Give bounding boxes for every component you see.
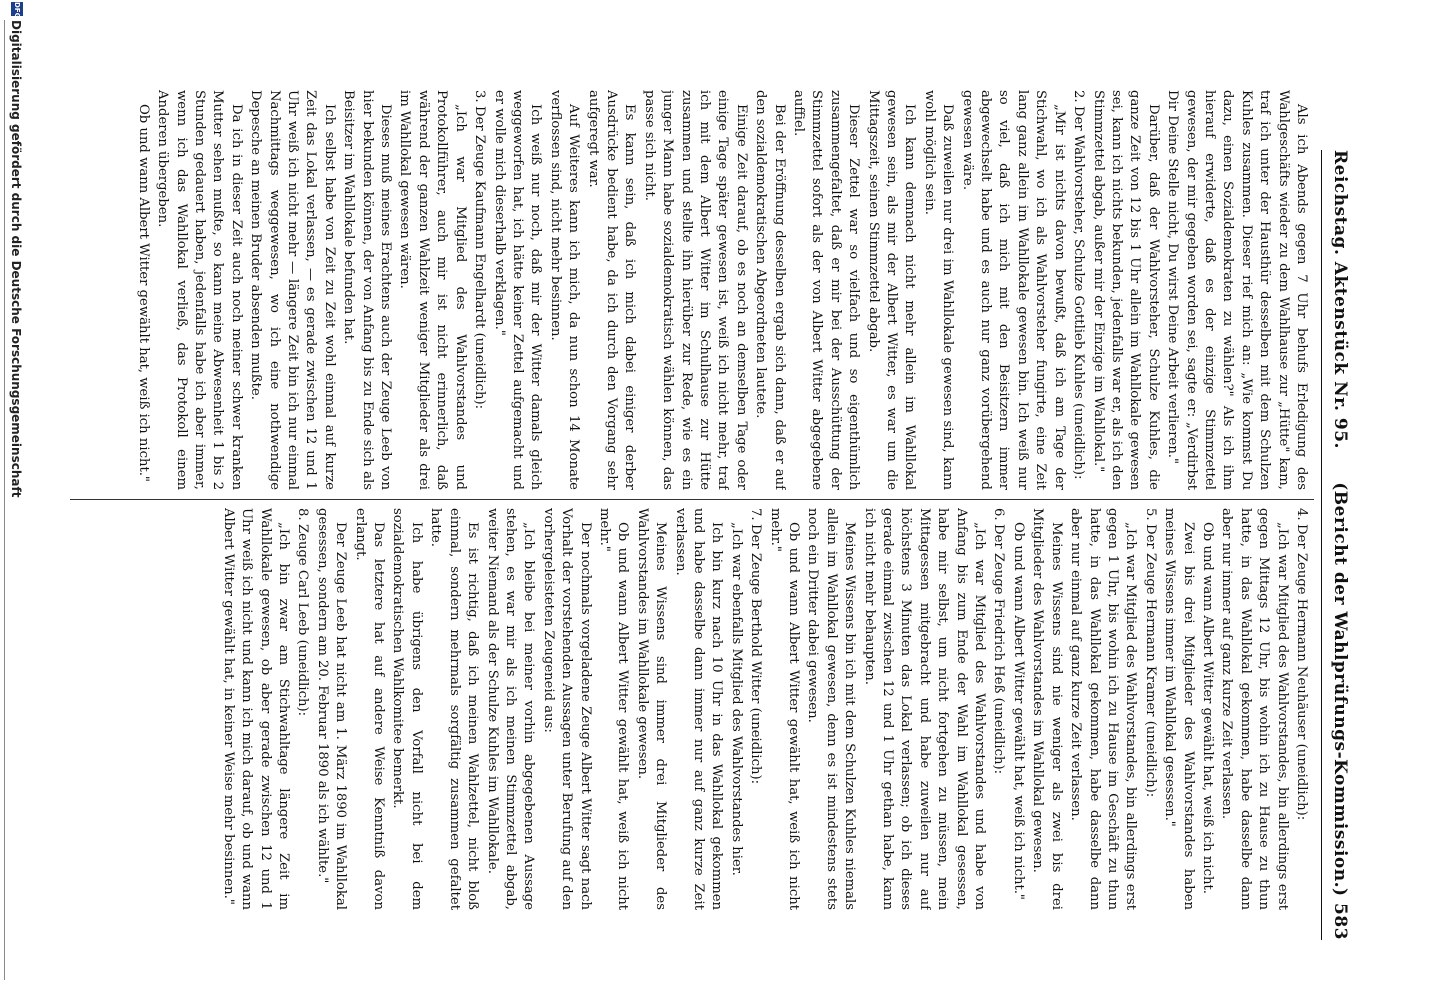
column-divider bbox=[70, 499, 1314, 500]
paragraph: Ob und wann Albert Witter gewählt hat, weiß ich nicht. bbox=[1199, 522, 1215, 894]
item-number: 8. bbox=[295, 508, 311, 521]
testimony-paragraph: „Ich bin zwar am Stichwahltage längere Zeit im Wahllokale gewesen, ob aber gerade zwischen 12 und 1 Uhr weiß ich nicht und kann ich mich darauf, ob und wann Albert Witter gewählt hat, in keiner Weise mehr besinnen." bbox=[220, 508, 292, 910]
item-text: Zeuge Carl Leeb (uneidlich): bbox=[295, 524, 311, 717]
testimony-paragraph: „Ich war ebenfalls Mitglied des Wahlvorstandes hier. bbox=[728, 522, 744, 876]
dfg-logo: DFG bbox=[13, 2, 21, 19]
item-text: Der Zeuge Kaufmann Engelhardt (uneidlich): bbox=[472, 106, 488, 410]
witness-heading bbox=[989, 508, 1007, 910]
paragraph: Es kann sein, daß ich mich dabei einiger derber Ausdrücke bedient habe, da ich durch den Vorgang sehr aufgeregt war. bbox=[585, 90, 638, 490]
paragraph: Meines Wissens sind nie weniger als zwei bis drei Mitglieder des Wahlvorstandes im Wahllokal gewesen. bbox=[1030, 508, 1064, 910]
paragraph: Bei der Eröffnung desselben ergab sich dann, daß er auf den sozialdemokratischen Abgeordneten lautete. bbox=[753, 90, 787, 490]
item-text: Der Wahlvorsteher, Schulze Gottlieb Kuhles (uneidlich): bbox=[1071, 106, 1087, 480]
witness-heading bbox=[470, 90, 488, 490]
paragraph: Daß zuweilen nur drei im Wahllokale gewesen sind, kann wohl möglich sein. bbox=[921, 90, 956, 490]
paragraph: Der Zeuge Leeb hat nicht am 1. März 1890 im Wahllokal gesessen, sondern am 20. Februar 1890 als ich wählte." bbox=[314, 508, 349, 910]
paragraph: Zwei bis drei Mitglieder des Wahlvorstandes haben meines Wissens immer im Wahllokal gesessen." bbox=[1162, 508, 1196, 910]
paragraph: Ob und wann Albert Witter gewählt hat, weiß ich nicht mehr." bbox=[767, 508, 802, 910]
testimony-paragraph: „Ich bleibe bei meiner vorhin abgegebenen Aussage stehen, es war mir als ich meinen Stimmzettel abgab, weiter Niemand als der Schulze Kuhles im Wahllokale. bbox=[484, 508, 537, 910]
witness-heading bbox=[1292, 508, 1310, 910]
paragraph: Ich bin kurz nach 10 Uhr in das Wahllokal gekommen und habe dasselbe dann immer nur auf ganz kurze Zeit verlassen. bbox=[672, 508, 725, 910]
paragraph: Meines Wissens bin ich mit dem Schulzen Kuhles niemals allein im Wahllokal gewesen, denn es ist mindestens stets noch ein Dritter dabei gewesen. bbox=[805, 508, 858, 910]
testimony-paragraph: „Ich war Mitglied des Wahlvorstandes und habe von Anfang bis zum Ende der Wahl im Wahllokal gesessen, habe mir selbst, um nicht fortgehen zu müssen, mein Mittagessen mitgebracht und habe zuweilen nur auf höchstens 3 Minuten das Lokal verlassen; ob ich dieses gerade einmal zwischen 12 und 1 Uhr gethan habe, kann ich nicht mehr behaupten. bbox=[861, 508, 988, 910]
item-text: Der Zeuge Berthold Witter (uneidlich): bbox=[748, 524, 764, 785]
paragraph: Ich weiß nur noch, daß mir der Witter damals gleich weggeworfen hat, ich hätte keiner Zettel aufgemacht und er wolle mich dieserhalb verklagen." bbox=[491, 90, 544, 490]
paragraph: Ich habe übrigens den Vorfall nicht bei dem sozialdemokratischen Wahlkomitee bemerkt. bbox=[390, 508, 424, 910]
paragraph: Ich kann demnach nicht mehr allein im Wahllokal gewesen sein, als mir der Albert Witter, es war um die Mittagszeit, seinen Stimmzettel abgab. bbox=[865, 90, 918, 490]
paragraph: Da ich in dieser Zeit auch noch meiner schwer kranken Mutter sehen mußte, so kann meine Abwesenheit 1 bis 2 Stunden gedauert haben, jedenfalls habe ich aber immer, wenn ich das Wahllokal verließ, das Protokoll einem Anderen übergeben. bbox=[155, 90, 244, 490]
text-column-right bbox=[70, 508, 1310, 910]
testimony-paragraph: „Ich war Mitglied des Wahlvorstandes, bin allerdings erst gegen 1 Uhr, bis wohin ich zu Hause im Geschäft zu thun hatte, in das Wahllokal gekommen, habe dasselbe dann aber nur einmal auf ganz kurze Zeit verlassen. bbox=[1068, 508, 1139, 910]
paragraph: Es ist richtig, daß ich meinen Wahlzettel, nicht bloß einmal, sondern mehrmals sorgfältig zusammen gefaltet hatte. bbox=[428, 508, 481, 910]
page-footer bbox=[3, 0, 27, 1000]
paragraph: Ob und wann Albert Witter gewählt hat, weiß ich nicht." bbox=[135, 104, 151, 483]
item-number: 5. bbox=[1142, 508, 1158, 521]
item-text: Der Zeuge Friedrich Heß (uneidlich): bbox=[991, 524, 1007, 775]
text-column-left bbox=[70, 90, 1310, 490]
paragraph: Ich selbst habe von Zeit zu Zeit wohl einmal auf kurze Zeit das Lokal verlassen, — es gerade zwischen 12 und 1 Uhr weiß ich nicht mehr — längere Zeit bin ich nur einmal Nachmittags weggewesen, wo ich eine nothwendige Depesche an meinen Bruder absenden mußte. bbox=[248, 90, 337, 490]
paragraph: Als ich Abends gegen 7 Uhr behufs Erledigung des Wahlgeschäfts wieder zu dem Wahlhause zur „Hütte" kam, traf ich unter der Hausthür desselben mit dem Schulzen Kuhles zusammen. Dieser rief mich an: „Wie kommst Du dazu, einen Sozialdemokraten zu wählen?" Als ich ihm hierauf erwiderte, daß es der einzige Stimmzettel gewesen, der mir gegeben worden sei, sagte er: „Verdirbst Dir Deine Stelle nicht, Du wirst Deine Arbeit verlieren." bbox=[1165, 90, 1309, 490]
testimony-paragraph: „Ich war Mitglied des Wahlvorstandes und Protokollführer, auch mir ist nicht erinnerlich, daß während der ganzen Wahlzeit weniger Mitglieder als drei im Wahllokal gewesen wären. bbox=[397, 90, 468, 490]
paragraph: Meines Wissens sind immer drei Mitglieder des Wahlvorstandes im Wahllokale gewesen. bbox=[634, 508, 669, 910]
witness-heading bbox=[1140, 508, 1158, 910]
funding-note: Digitalisierung gefördert durch die Deutsche Forschungsgemeinschaft bbox=[9, 20, 23, 498]
paragraph: Einige Zeit darauf, ob es noch an demselben Tage oder einige Tage später gewesen ist, weiß ich nicht mehr, traf ich mit dem Albert Witter im Schulhause zur Hütte zusammen und stellte ihn hierüber zur Rede, wie es ein junger Mann habe sozialdemokratisch wählen können, das passe sich nicht. bbox=[641, 90, 749, 490]
item-number: 6. bbox=[991, 508, 1007, 521]
testimony-paragraph: „Mir ist nichts davon bewußt, daß ich am Tage der Stichwahl, wo ich als Wahlvorsteher fungirte, eine Zeit lang ganz allein im Wahllokale gewesen bin. Ich weiß nur so viel, daß ich mich mit den Beisitzern immer abgewechselt habe und es auch nur ganz vorübergehend gewesen wäre. bbox=[959, 90, 1067, 490]
paragraph: Dieser Zettel war so vielfach und so eigenthümlich zusammengefaltet, daß er mir bei der Ausschüttung der Stimmzettel sofort als der von Albert Witter abgegebene auffiel. bbox=[791, 90, 862, 490]
witness-heading bbox=[1069, 90, 1087, 490]
item-text: Der Zeuge Hermann Neuhäuser (uneidlich): bbox=[1294, 524, 1309, 821]
item-number: 7. bbox=[748, 508, 764, 521]
paragraph: Ob und wann Albert Witter gewählt hat, weiß ich nicht mehr." bbox=[596, 508, 631, 910]
witness-heading bbox=[746, 508, 764, 910]
paragraph: Der nochmals vorgeladene Zeuge Albert Witter sagt nach Vorhalt der vorstehenden Aussagen unter Berufung auf den vorhergeleisteten Zeugeneid aus: bbox=[540, 508, 593, 910]
item-number: 3. bbox=[472, 90, 488, 103]
item-text: Der Zeuge Hermann Kramer (uneidlich): bbox=[1142, 524, 1158, 798]
witness-heading bbox=[293, 508, 311, 910]
page-header bbox=[1321, 150, 1352, 940]
paragraph: Ob und wann Albert Witter gewählt hat, weiß ich nicht." bbox=[1010, 522, 1026, 901]
item-number: 4. bbox=[1294, 508, 1309, 521]
header-section: (Bericht der Wahlprüfungs-Kommission.) 583 bbox=[1330, 482, 1350, 940]
paragraph: Darüber, daß der Wahlvorsteher, Schulze Kuhles, die ganze Zeit von 12 bis 1 Uhr allein im Wahllokale gewesen sei, kann ich nichts bekunden, jedenfalls war er, als ich den Stimmzettel abgab, außer mir der Einzige im Wahllokal." bbox=[1090, 90, 1161, 490]
paragraph: Auf Weiteres kann ich mich, da nun schon 14 Monate verflossen sind, nicht mehr besinnen. bbox=[547, 90, 582, 490]
paragraph: Das letztere hat auf andere Weise Kenntniß davon erlangt. bbox=[352, 508, 387, 910]
paragraph: Dieses muß meines Erachtens auch der Zeuge Leeb von hier bekunden können, der von Anfang bis zu Ende sich als Beisitzer im Wahllokale befunden hat. bbox=[341, 90, 394, 490]
item-number: 2. bbox=[1071, 90, 1087, 103]
footer-rule bbox=[4, 20, 5, 980]
header-title: Reichstag. Aktenstück Nr. 95. bbox=[1330, 150, 1350, 449]
testimony-paragraph: „Ich war Mitglied des Wahlvorstandes, bin allerdings erst gegen Mittags 12 Uhr, bis wohin ich zu Hause zu thun hatte, in das Wahllokal gekommen, habe dasselbe dann aber nur immer auf ganz kurze Zeit verlassen. bbox=[1219, 508, 1290, 910]
